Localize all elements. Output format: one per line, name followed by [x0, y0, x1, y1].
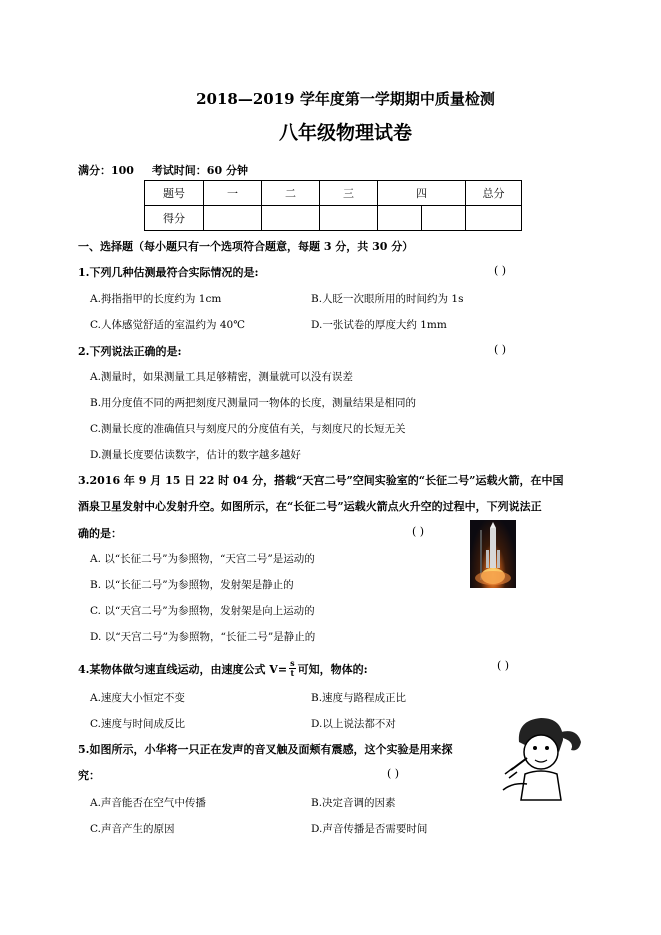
- fraction-numerator: s: [290, 658, 295, 668]
- q2-option-c[interactable]: C.测量长度的准确值只与刻度尺的分度值有关，与刻度尺的长短无关: [90, 423, 406, 435]
- q1-option-c[interactable]: C.人体感觉舒适的室温约为 40℃: [90, 319, 245, 331]
- score-cell: 总分: [466, 181, 522, 206]
- q5-option-b[interactable]: B.决定音调的因素: [311, 797, 396, 809]
- q5-stem-line1: 5.如图所示，小华将一只正在发声的音叉触及面颊有震感，这个实验是用来探: [78, 743, 453, 756]
- section-heading: 一、选择题（每小题只有一个选项符合题意，每题 3 分，共 30 分）: [78, 240, 414, 253]
- exam-meta: [78, 162, 248, 178]
- score-table-score-row: [145, 206, 522, 231]
- q1-stem: 1.下列几种估测最符合实际情况的是:: [78, 266, 259, 279]
- exam-time: 考试时间：60 分钟: [151, 164, 248, 177]
- girl-tuning-fork-illustration: [497, 712, 587, 802]
- exam-title: 2018—2019 学年度第一学期期中质量检测: [196, 90, 495, 108]
- score-blank[interactable]: [422, 206, 466, 231]
- q3-option-c[interactable]: C. 以“天宫二号”为参照物，发射架是向上运动的: [90, 605, 315, 617]
- fraction-denominator: t: [290, 668, 295, 678]
- q2-stem: 2.下列说法正确的是:: [78, 345, 182, 358]
- q1-option-d[interactable]: D.一张试卷的厚度大约 1mm: [311, 319, 447, 331]
- q4-stem-pre: 4.某物体做匀速直线运动，由速度公式 V=: [78, 662, 288, 676]
- q3-option-d[interactable]: D. 以“天宫二号”为参照物，“长征二号”是静止的: [90, 631, 316, 643]
- q2-answer-bracket[interactable]: ( ): [494, 343, 507, 356]
- score-blank[interactable]: [320, 206, 378, 231]
- q4-stem-post: 可知，物体的:: [297, 662, 368, 676]
- q3-stem-line3: 确的是：: [78, 527, 122, 540]
- score-cell: 二: [262, 181, 320, 206]
- score-blank[interactable]: [204, 206, 262, 231]
- q3-answer-bracket[interactable]: ( ): [412, 525, 425, 538]
- q2-option-d[interactable]: D.测量长度要估读数字，估计的数字越多越好: [90, 449, 301, 461]
- q4-option-d[interactable]: D.以上说法都不对: [311, 718, 396, 730]
- rocket-icon: [470, 520, 516, 588]
- q4-option-c[interactable]: C.速度与时间成反比: [90, 718, 185, 730]
- q4-option-b[interactable]: B.速度与路程成正比: [311, 692, 407, 704]
- rocket-launch-image: [470, 520, 516, 588]
- q3-option-a[interactable]: A. 以“长征二号”为参照物，“天宫二号”是运动的: [90, 553, 315, 565]
- score-blank[interactable]: [466, 206, 522, 231]
- q1-option-a[interactable]: A.拇指指甲的长度约为 1cm: [90, 293, 222, 305]
- q1-answer-bracket[interactable]: ( ): [494, 264, 507, 277]
- score-cell: 三: [320, 181, 378, 206]
- score-blank[interactable]: [378, 206, 422, 231]
- q4-answer-bracket[interactable]: ( ): [497, 659, 510, 672]
- score-cell: 四: [378, 181, 466, 206]
- speed-formula-fraction: [289, 659, 296, 678]
- q5-option-c[interactable]: C.声音产生的原因: [90, 823, 175, 835]
- score-table-header-row: [145, 181, 522, 206]
- girl-with-tuning-fork-icon: [497, 712, 587, 802]
- q3-stem-line1: 3.2016 年 9 月 15 日 22 时 04 分，搭载“天宫二号”空间实验室的“长征二号”运载火箭，在中国: [78, 474, 564, 487]
- score-blank[interactable]: [262, 206, 320, 231]
- full-score: 满分：100: [78, 164, 134, 177]
- q4-stem: [78, 659, 368, 678]
- exam-subtitle: 八年级物理试卷: [278, 122, 412, 144]
- q1-option-b[interactable]: B.人眨一次眼所用的时间约为 1s: [311, 293, 464, 305]
- q3-option-b[interactable]: B. 以“长征二号”为参照物，发射架是静止的: [90, 579, 294, 591]
- score-cell: 得分: [145, 206, 204, 231]
- q2-option-a[interactable]: A.测量时，如果测量工具足够精密，测量就可以没有误差: [90, 371, 353, 383]
- score-cell: 题号: [145, 181, 204, 206]
- score-cell: 一: [204, 181, 262, 206]
- q5-option-a[interactable]: A.声音能否在空气中传播: [90, 797, 206, 809]
- q2-option-b[interactable]: B.用分度值不同的两把刻度尺测量同一物体的长度，测量结果是相同的: [90, 397, 417, 409]
- q5-answer-bracket[interactable]: ( ): [387, 767, 400, 780]
- q5-option-d[interactable]: D.声音传播是否需要时间: [311, 823, 428, 835]
- score-table: [144, 180, 522, 231]
- q3-stem-line2: 酒泉卫星发射中心发射升空。如图所示，在“长征二号”运载火箭点火升空的过程中，下列说法正: [78, 500, 542, 513]
- q4-option-a[interactable]: A.速度大小恒定不变: [90, 692, 185, 704]
- q5-stem-line2: 究：: [78, 769, 100, 782]
